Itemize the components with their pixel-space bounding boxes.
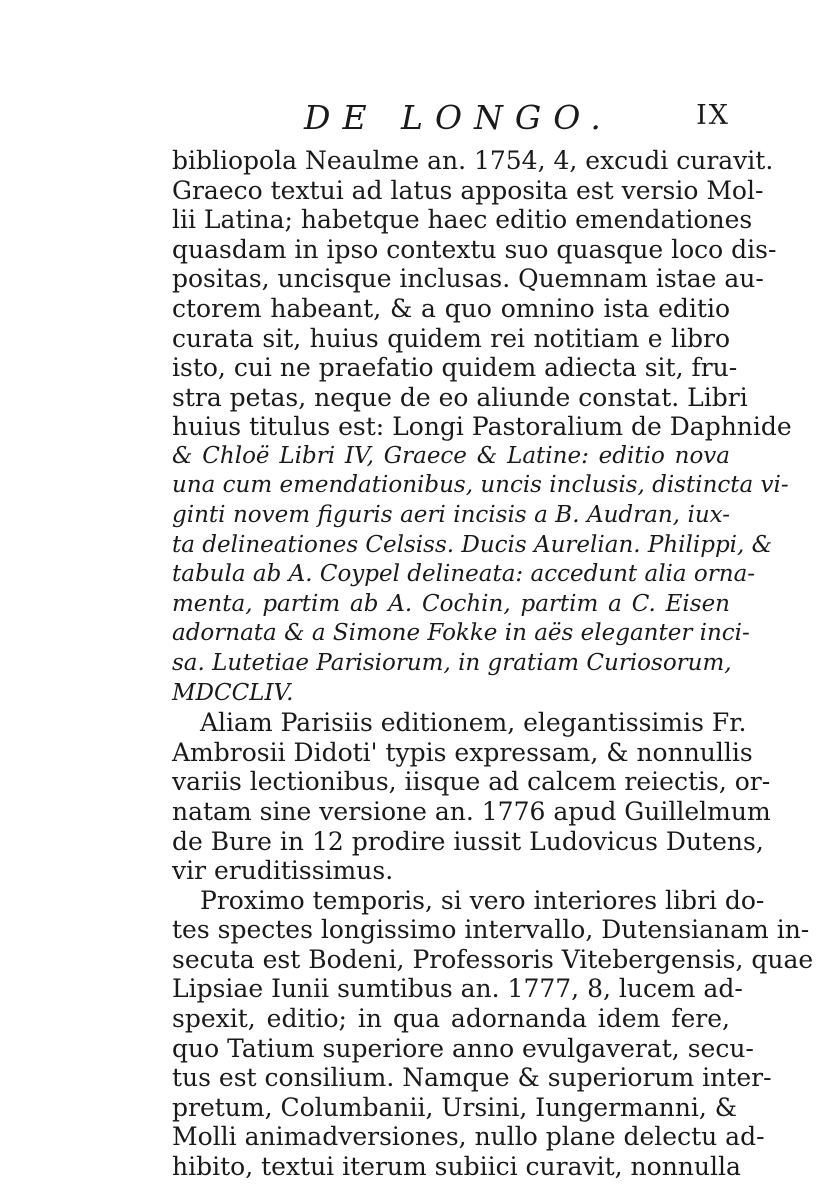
text-line: quo Tatium superiore anno evulgaverat, secu- [172,1034,754,1063]
text-line: stra petas, neque de eo aliunde constat. Libri [172,383,748,412]
page-number: IX [696,100,730,131]
title-line: sa. Lutetiae Parisiorum, in gratiam Curiosorum, [172,650,732,676]
text-line: lii Latina; habetque haec editio emendationes [172,205,753,234]
text-line: hibito, textui iterum subiici curavit, nonnulla [172,1152,741,1181]
text-line: isto, cui ne praefatio quidem adiecta sit, fru- [172,353,738,382]
text-line: quasdam in ipso contextu suo quasque loco dis- [172,235,777,264]
text-line: ctorem habeant, & a quo omnino ista editio [172,294,730,323]
title-line: adornata & a Simone Fokke in aës eleganter inci- [172,620,750,646]
title-line: una cum emendationibus, uncis inclusis, distincta vi- [172,472,789,498]
text-line: Lipsiae Iunii sumtibus an. 1777, 8, lucem ad- [172,974,743,1003]
running-title: DE LONGO. [304,98,613,137]
text-line: curata sit, huius quidem rei notitiam e libro [172,324,730,353]
text-line: secuta est Bodeni, Professoris Vitebergensis, quae [172,945,814,974]
title-line: menta, partim ab A. Cochin, partim a C. Eisen [172,591,730,617]
title-line: & Chloë Libri IV, Graece & Latine: editio nova [172,443,730,469]
text-line: Graeco textui ad latus apposita est versio Mol- [172,176,764,205]
paragraph-start: Aliam Parisiis editionem, elegantissimis Fr. [200,708,747,737]
paragraph-start: Proximo temporis, si vero interiores libri do- [200,886,765,915]
text-line: bibliopola Neaulme an. 1754, 4, excudi curavit. [172,146,774,175]
text-line: de Bure in 12 prodire iussit Ludovicus Dutens, [172,827,764,856]
text-line: vir eruditissimus. [172,856,394,885]
text-line: positas, uncisque inclusas. Quemnam istae au- [172,264,764,293]
text-line: pretum, Columbanii, Ursini, Iungermanni, & [172,1093,737,1122]
text-line: spexit, editio; in qua adornanda idem fere, [172,1004,730,1033]
text-line: Ambrosii Didoti' typis expressam, & nonnullis [172,738,753,767]
text-line: Molli animadversiones, nullo plane delectu ad- [172,1122,765,1151]
title-line: MDCCLIV. [172,680,294,706]
title-line: ta delineationes Celsiss. Ducis Aurelian. Philippi, & [172,532,773,558]
page-header [172,98,730,138]
text-line: natam sine versione an. 1776 apud Guillelmum [172,797,771,826]
text-line: variis lectionibus, iisque ad calcem reiectis, or- [172,767,771,796]
text-line: huius titulus est: Longi Pastoralium de Daphnide [172,412,792,441]
title-line: tabula ab A. Coypel delineata: accedunt alia orna- [172,561,756,587]
text-line: tes spectes longissimo intervallo, Dutensianam in- [172,915,810,944]
title-line: ginti novem figuris aeri incisis a B. Audran, iux- [172,502,730,528]
text-line: tus est consilium. Namque & superiorum inter- [172,1063,772,1092]
